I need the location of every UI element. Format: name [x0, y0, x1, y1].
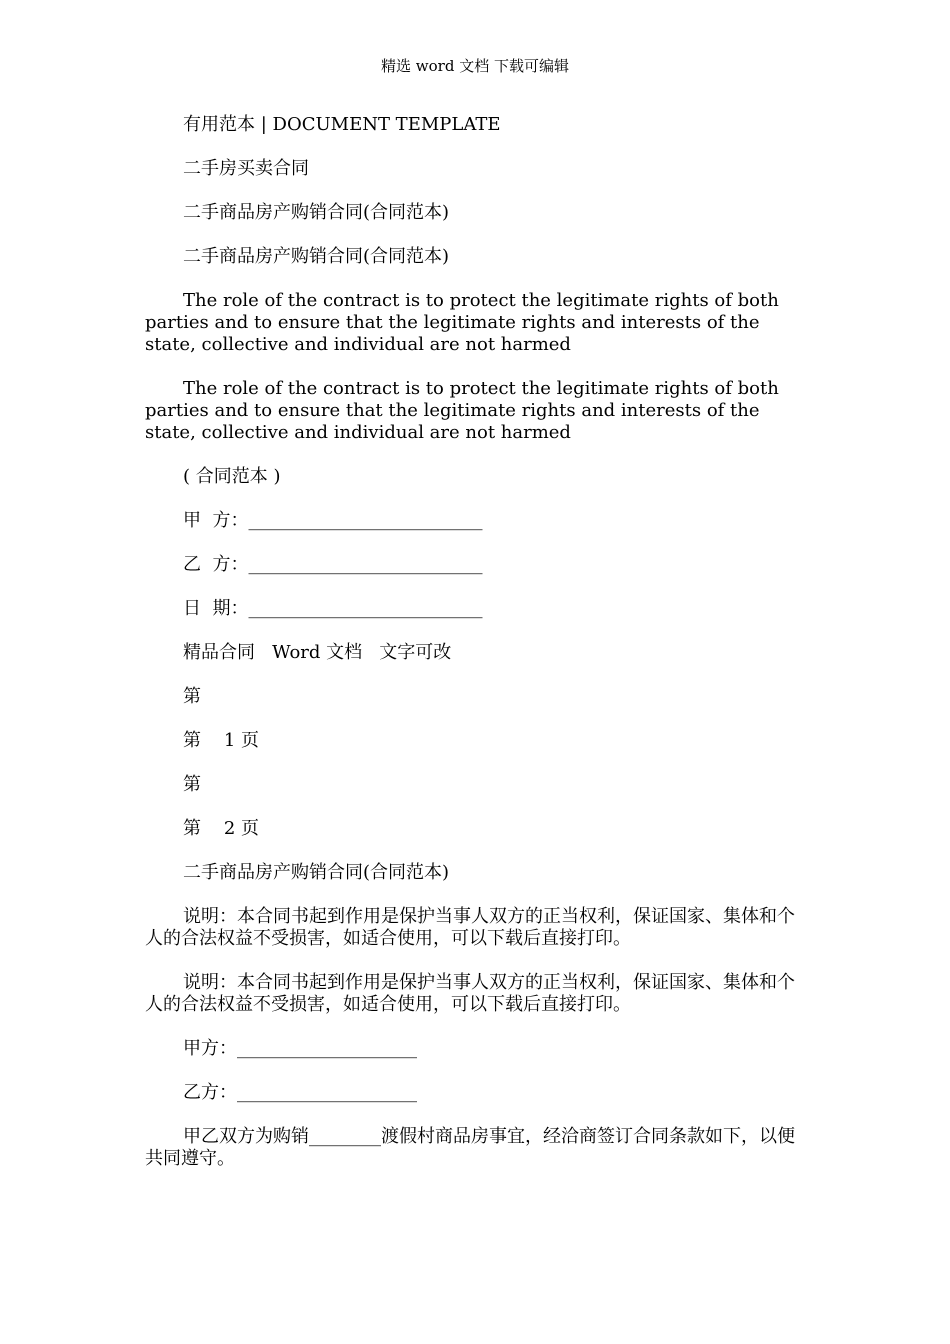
page-number: 第 2 页 [183, 818, 260, 839]
contract-template-label: ( 合同范本 ) [183, 466, 281, 487]
template-label: 有用范本 | DOCUMENT TEMPLATE [183, 114, 501, 135]
word-doc-note: 精品合同 Word 文档 文字可改 [183, 642, 452, 663]
date-field: 日 期：__________________________ [183, 598, 483, 619]
party-a-field: 甲 方：__________________________ [183, 510, 483, 531]
description-paragraph: 说明：本合同书起到作用是保护当事人双方的正当权利，保证国家、集体和个人的合法权益不受损害，如适合使用，可以下载后直接打印。 [145, 972, 795, 1015]
contract-subtitle: 二手商品房产购销合同(合同范本) [183, 246, 450, 267]
agreement-paragraph: 甲乙双方为购销________渡假村商品房事宜，经洽商签订合同条款如下，以便共同遵守。 [145, 1126, 795, 1169]
page-marker: 第 [183, 686, 201, 707]
english-paragraph: The role of the contract is to protect the legitimate rights of both parties and to ensure that the legitimate rights and interests of the state, collective and individual are not harmed [145, 290, 779, 355]
contract-subtitle: 二手商品房产购销合同(合同范本) [183, 202, 450, 223]
description-paragraph: 说明：本合同书起到作用是保护当事人双方的正当权利，保证国家、集体和个人的合法权益不受损害，如适合使用，可以下载后直接打印。 [145, 906, 795, 949]
document-body [145, 114, 805, 1192]
page-number: 第 1 页 [183, 730, 260, 751]
page-marker: 第 [183, 774, 201, 795]
page-header: 精选 word 文档 下载可编辑 [381, 57, 569, 75]
party-b-line: 乙方：____________________ [183, 1082, 417, 1103]
party-a-line: 甲方：____________________ [183, 1038, 417, 1059]
party-b-field: 乙 方：__________________________ [183, 554, 483, 575]
contract-heading: 二手商品房产购销合同(合同范本) [183, 862, 450, 883]
document-title: 二手房买卖合同 [183, 158, 309, 179]
english-paragraph: The role of the contract is to protect the legitimate rights of both parties and to ensure that the legitimate rights and interests of the state, collective and individual are not harmed [145, 378, 779, 443]
